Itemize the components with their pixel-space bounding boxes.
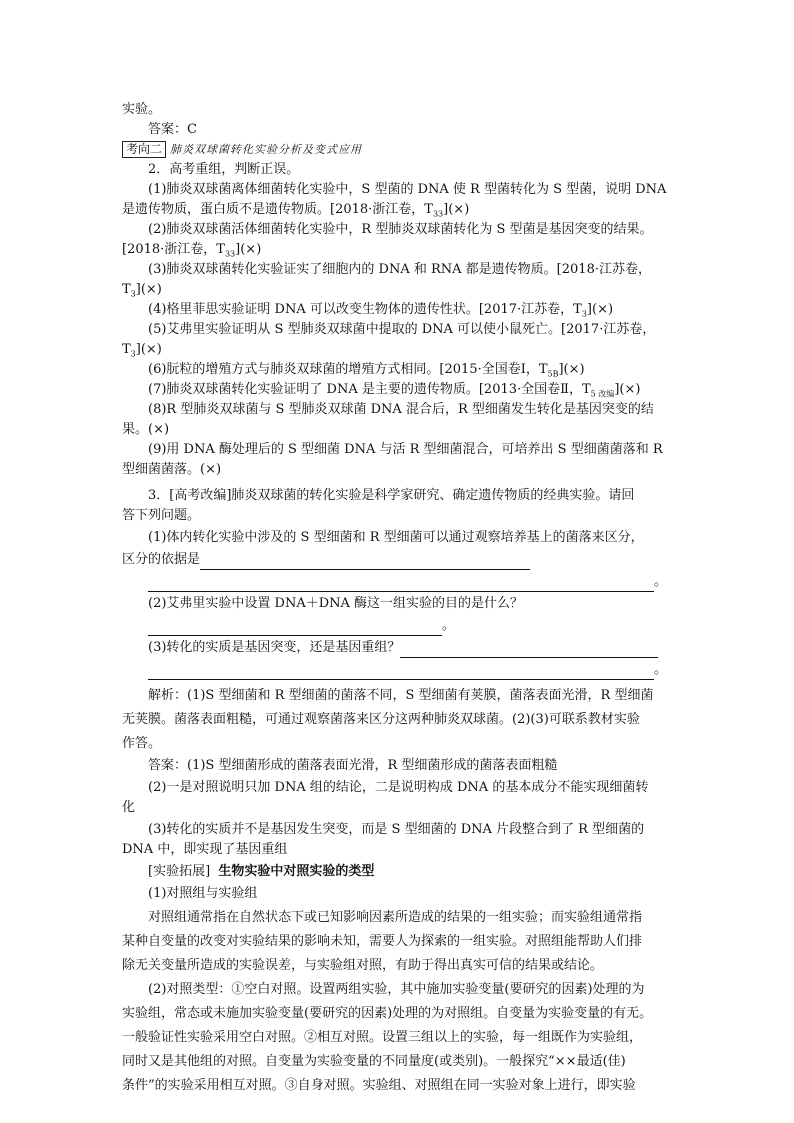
answer-blank[interactable] xyxy=(148,665,654,680)
text-line: (7)肺炎双球菌转化实验证明了 DNA 是主要的遗传物质。[2013·全国卷Ⅱ，$T_{5 改编}](\times)$ xyxy=(148,382,641,399)
text-line: 型细菌菌落。(×) xyxy=(122,462,222,477)
text-line: 化 xyxy=(122,800,136,815)
text-line: (3)转化的实质并不是基因发生突变，而是 S 型细菌的 DNA 片段整合到了 R 型细菌的 xyxy=(148,822,645,837)
extension-header: [实验拓展] 生物实验中对照实验的类型 xyxy=(148,864,375,879)
text-line: (1)肺炎双球菌离体细菌转化实验中，S 型菌的 DNA 使 R 型菌转化为 S 型菌，说明 DNA xyxy=(148,182,667,197)
text-line: DNA 中，即实现了基因重组 xyxy=(122,842,288,857)
answer-blank[interactable] xyxy=(148,577,654,592)
text-line: (9)用 DNA 酶处理后的 S 型细菌 DNA 与活 R 型细菌混合，可培养出 S 型细菌菌落和 R xyxy=(148,442,663,457)
text-line: 区分的依据是 xyxy=(122,550,530,570)
text-line: 实验组，常态或未施加实验变量(要研究的因素)处理的为对照组。自变量为实验变量的有无。 xyxy=(122,1006,653,1021)
text-line: 无荚膜。菌落表面粗糙，可通过观察菌落来区分这两种肺炎双球菌。(2)(3)可联系教材实验 xyxy=(122,712,640,727)
answer-line: 答案：(1)S 型细菌形成的菌落表面光滑，R 型细菌形成的菌落表面粗糙 xyxy=(148,758,558,773)
text-line: 答下列问题。 xyxy=(122,508,201,523)
answer-blank[interactable] xyxy=(148,621,442,636)
text-line: $T_3](\times)$ xyxy=(122,282,162,299)
text-line: 解析：(1)S 型细菌和 R 型细菌的菌落不同，S 型细菌有荚膜，菌落表面光滑，R 型细菌 xyxy=(148,688,654,703)
text-line: (6)朊粒的增殖方式与肺炎双球菌的增殖方式相同。[2015·全国卷Ⅰ，$T_{5B}](\times)$ xyxy=(148,362,585,379)
section-tag: 考向二 xyxy=(122,141,166,158)
text-line: (2)肺炎双球菌活体细菌转化实验中，R 型肺炎双球菌转化为 S 型菌是基因突变的结果。 xyxy=(148,222,653,237)
text-line: 同时又是其他组的对照。自变量为实验变量的不同量度(或类别)。一般探究“××最适(佳) xyxy=(122,1054,626,1069)
question-3: 3．[高考改编]肺炎双球菌的转化实验是科学家研究、确定遗传物质的经典实验。请回 xyxy=(148,488,635,503)
text-line: 。 xyxy=(148,572,667,592)
text-line: (4)格里菲思实验证明 DNA 可以改变生物体的遗传性状。[2017·江苏卷，$T_3](\times)$ xyxy=(148,302,614,319)
text-line: (1)体内转化实验中涉及的 S 型细菌和 R 型细菌可以通过观察培养基上的菌落来区分， xyxy=(148,530,644,545)
answer-blank[interactable] xyxy=(400,643,658,658)
answer-blank[interactable] xyxy=(200,555,530,570)
answer-line: 答案：C xyxy=(148,122,197,137)
text-line: [2018·浙江卷，$T_{33}](\times)$ xyxy=(122,242,262,259)
text-line: 除无关变量所造成的实验误差，与实验组对照，有助于得出真实可信的结果或结论。 xyxy=(122,958,604,973)
text-line: (2)对照类型：①空白对照。设置两组实验，其中施加实验变量(要研究的因素)处理的为 xyxy=(148,982,645,997)
text-line: (2)艾弗里实验中设置 DNA＋DNA 酶这一组实验的目的是什么？ xyxy=(148,596,524,611)
text-line: (5)艾弗里实验证明从 S 型肺炎双球菌中提取的 DNA 可以使小鼠死亡。[2017·江苏卷， xyxy=(148,322,656,337)
text-line: 。 xyxy=(148,660,667,680)
text-line: 对照组通常指在自然状态下或已知影响因素所造成的结果的一组实验；而实验组通常指 xyxy=(148,910,643,925)
text-line: 实验。 xyxy=(122,102,162,117)
text-line: 某种自变量的改变对实验结果的影响未知，需要人为探索的一组实验。对照组能帮助人们排 xyxy=(122,934,643,949)
question-2: 2．高考重组，判断正误。 xyxy=(148,162,300,177)
section-title: 肺炎双球菌转化实验分析及变式应用 xyxy=(170,143,363,156)
text-line: (8)R 型肺炎双球菌与 S 型肺炎双球菌 DNA 混合后，R 型细菌发生转化是基因突变的结 xyxy=(148,402,654,417)
text-line: 。 xyxy=(148,616,455,636)
text-line: (1)对照组与实验组 xyxy=(148,886,258,901)
text-line: 一般验证性实验采用空白对照。②相互对照。设置三组以上的实验，每一组既作为实验组， xyxy=(122,1030,643,1045)
section-header xyxy=(122,140,362,160)
text-line: $T_3](\times)$ xyxy=(122,342,162,359)
text-line: (3)转化的实质是基因突变，还是基因重组？ xyxy=(148,638,658,658)
text-line: (2)一是对照说明只加 DNA 组的结论，二是说明构成 DNA 的基本成分不能实现细菌转 xyxy=(148,780,649,795)
text-line: 果。(×) xyxy=(122,422,170,437)
text-line: (3)肺炎双球菌转化实验证实了细胞内的 DNA 和 RNA 都是遗传物质。[2018·江苏卷， xyxy=(148,262,651,277)
text-line: 是遗传物质，蛋白质不是遗传物质。[2018·浙江卷，$T_{33}](\times)$ xyxy=(122,202,470,219)
text-line: 条件”的实验采用相互对照。③自身对照。实验组、对照组在同一实验对象上进行，即实验 xyxy=(122,1078,636,1093)
text-line: 作答。 xyxy=(122,736,162,751)
